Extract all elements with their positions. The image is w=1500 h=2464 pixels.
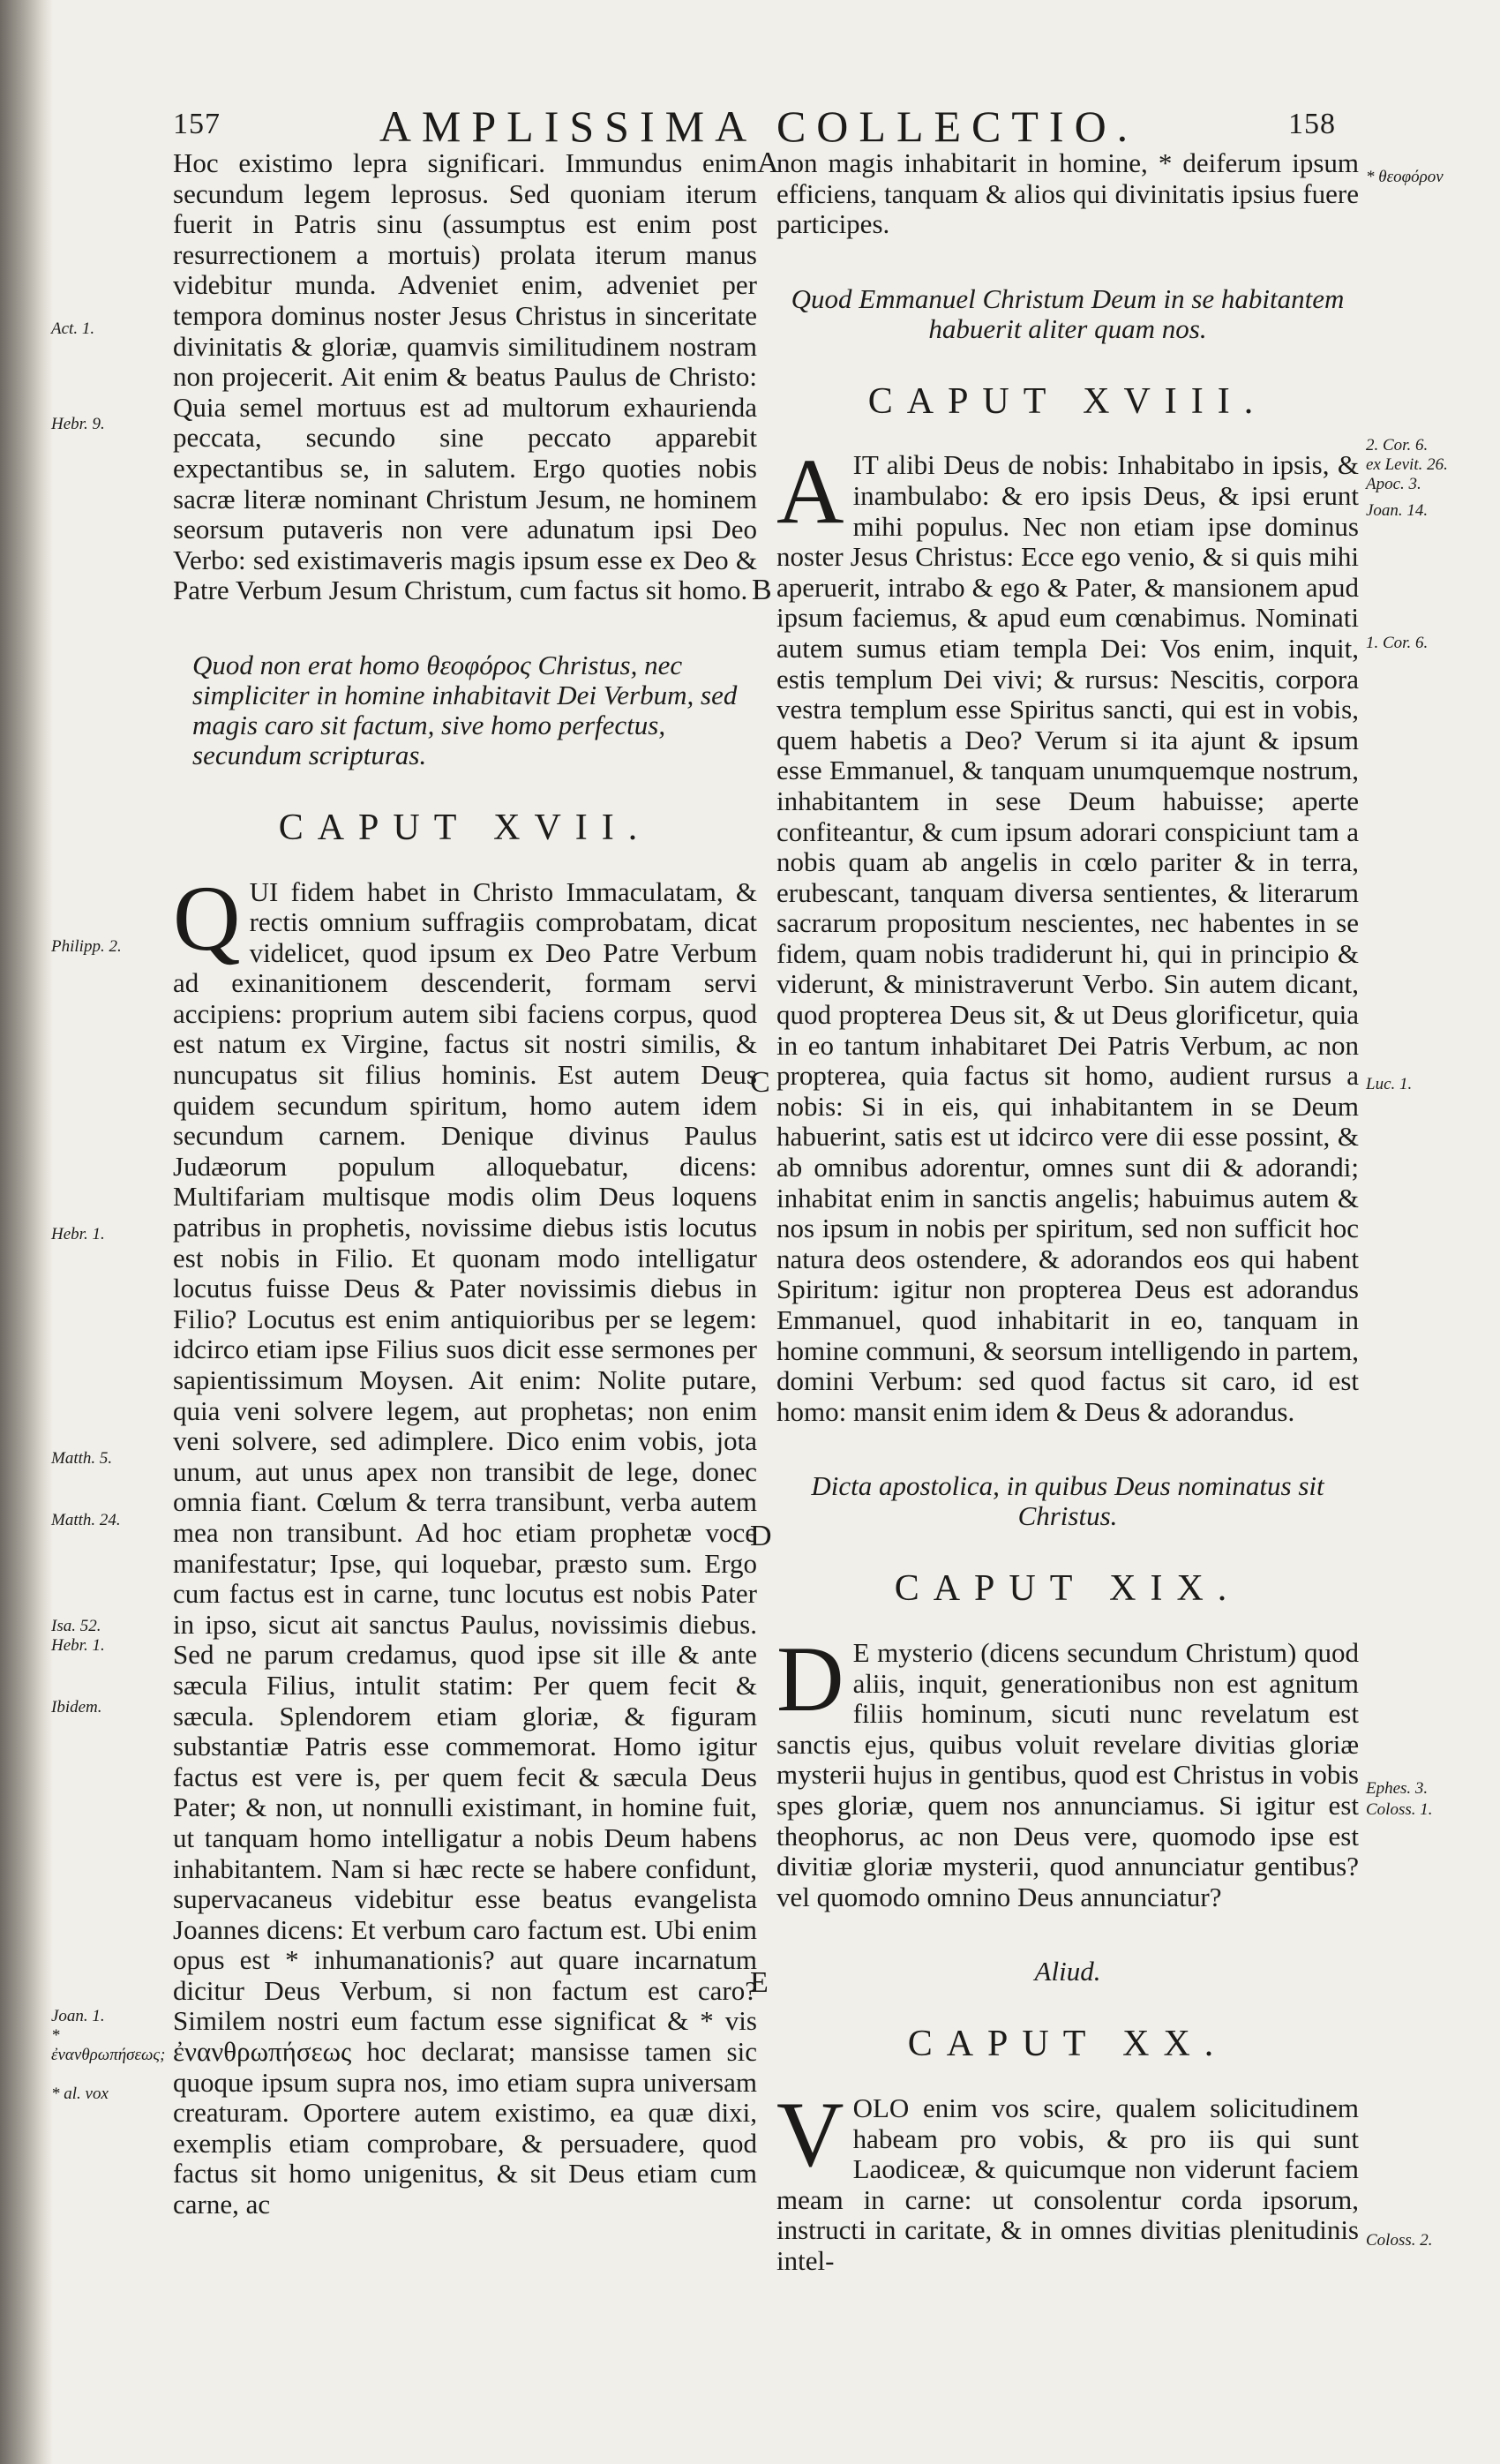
left-paragraph-2: [173, 866, 757, 2220]
chapter-18-title: CAPUT XVIII.: [867, 380, 1268, 422]
right-column: [776, 148, 1359, 2276]
margin-ref-left: Ibidem.: [51, 1698, 102, 1717]
page-number-right: 158: [1288, 108, 1336, 140]
chapter-19-text: E mysterio (dicens secundum Christum) quod aliis, inquit, generationibus non est agnitum filiis hominum, sicuti nunc revelatum est sanctis ejus, quibus voluit revelare divitias gloriæ mysterii hujus in gentibus, quod est Christus in vobis spes gloriæ, quem nos annunciamus. Si igitur est theophorus, ac non Deus vere, quomodo ipse est divitiæ gloriæ mysterii, quod annunciatur gentibus? vel quomodo omnino Deus annunciatur?: [776, 1636, 1359, 1912]
left-column: [173, 148, 757, 2220]
chapter-20-summary: Aliud.: [1034, 1956, 1101, 1987]
margin-ref-left: Philipp. 2.: [51, 937, 122, 956]
margin-ref-left: Hebr. 9.: [51, 415, 105, 433]
running-head-title: AMPLISSIMA COLLECTIO.: [379, 101, 1139, 151]
margin-ref-right: 2. Cor. 6.: [1366, 436, 1429, 454]
margin-ref-left: Hebr. 1.: [51, 1636, 105, 1655]
margin-ref-right: Coloss. 1.: [1366, 1800, 1433, 1819]
dropcap-d: D: [776, 1626, 844, 1731]
section-letter-c: C: [750, 1066, 770, 1099]
chapter-18-text: IT alibi Deus de nobis: Inhabitabo in ipsis, & inambulabo: & ero ipsis Deus, & ipsi erunt mihi populus. Nec non etiam ipse dominus noster Jesus Christus: Ecce ego venio, & si quis mihi aperuerit, intrabo & ego & Pater, & mansionem apud ipsum faciemus, & apud eum cœnabimus. Nominati autem sumus etiam templa Dei: Vos enim, inquit, estis templum Dei vivi; & rursus: Nescitis, corpora vestra templum esse Spiritus sancti, qui est in vobis, quem habetis a Deo? Verum si ita ajunt & ipsum esse Emmanuel, & tanquam unumquemque nostrum, inhabitantem in sese Deum habuisse; aperte confiteantur, & cum ipsum adorari conspiciunt tam a nobis quam ab angelis in cœlo pariter & in terra, erubescant, tanquam diversa sentientes, & literarum sacrarum propositum nescientes, nec habentes in se fidem, quam nobis tradiderunt hi, qui in principio & viderunt, & ministraverunt Verbo. Sin autem dicant, quod propterea Deus sit, & ut Deus glorificetur, quia in eo tantum inhabitaret Dei Patris Verbum, ac non propterea, quia factus sit homo, audient rursus a nobis: Si in eis, qui inhabitantem in se Deum habuerint, satis est ut idcirco vere dii esse possint, & ab omnibus adorentur, omnes sunt dii & adorandi; inhabitat enim in sanctis angelis; habuimus autem & nos ipsum in nobis per spiritum, sed non sufficit hoc natura deos ostendere, & adorandos eos qui habent Spiritum: igitur non propterea Deus est adorandus Emmanuel, quod inhabitarit in eo, tanquam in homine communi, & seorsum intelligendo in partem, domini Verbum: sed quod factus sit caro, id est homo: mansit enim idem & Deus & adorandus.: [776, 449, 1359, 1427]
chapter-18-summary: Quod Emmanuel Christum Deum in se habitantem habuerit aliter quam nos.: [791, 282, 1345, 344]
right-paragraph-2: [776, 439, 1359, 1427]
chapter-19-summary: Dicta apostolica, in quibus Deus nominatus sit Christus.: [811, 1470, 1324, 1532]
dropcap-q: Q: [173, 866, 241, 970]
margin-ref-left: Matth. 5.: [51, 1449, 113, 1468]
chapter-20-title: CAPUT XX.: [907, 2024, 1228, 2065]
margin-ref-left: * al. vox: [51, 2085, 109, 2103]
margin-ref-left: Matth. 24.: [51, 1511, 121, 1529]
margin-ref-right: Coloss. 2.: [1366, 2231, 1433, 2250]
section-letter-a: A: [757, 146, 779, 179]
section-letter-b: B: [752, 574, 772, 606]
margin-ref-left: Isa. 52.: [51, 1617, 101, 1635]
margin-ref-left: Joan. 1.: [51, 2007, 105, 2025]
section-letter-e: E: [750, 1966, 769, 1999]
page-number-left: 157: [173, 108, 221, 140]
margin-ref-right: Ephes. 3.: [1366, 1779, 1429, 1798]
chapter-17-summary: Quod non erat homo θεοφόρος Christus, nec simpliciter in homine inhabitavit Dei Verbum, sed magis caro sit factum, sive homo perfectus, secundum scripturas.: [192, 649, 738, 770]
dropcap-v: V: [776, 2082, 844, 2186]
chapter-20-text: OLO enim vos scire, qualem solicitudinem habeam pro vobis, & pro iis qui sunt Laodiceæ, & quicumque non viderunt faciem meam in carne: ut consolentur corda ipsorum, instructi in caritate, & in omnes divitias plenitudinis intel-: [776, 2092, 1359, 2276]
margin-ref-right: Joan. 14.: [1366, 501, 1429, 520]
book-binding-shadow: [0, 0, 53, 2464]
chapter-17-title: CAPUT XVII.: [278, 807, 652, 848]
margin-ref-right: Luc. 1.: [1366, 1075, 1413, 1093]
right-paragraph-4: [776, 2082, 1359, 2277]
section-letter-d: D: [750, 1520, 772, 1552]
dropcap-a: A: [776, 439, 844, 544]
margin-ref-right: Apoc. 3.: [1366, 475, 1421, 493]
margin-ref-right: ex Levit. 26.: [1366, 455, 1448, 474]
margin-ref-left: Hebr. 1.: [51, 1225, 105, 1243]
chapter-19-title: CAPUT XIX.: [894, 1568, 1241, 1610]
right-paragraph-3: [776, 1626, 1359, 1912]
left-paragraph-1: Hoc existimo lepra significari. Immundus enim secundum legem leprosus. Sed quoniam iterum fuerit in Patris sinu (assumptus est enim post resurrectionem a mortuis) prolata iterum manus videbitur munda. Adveniet enim, adveniet per tempora dominus noster Jesus Christus in sinceritate divinitatis & gloriæ, quamvis similitudinem nostram non projecerit. Ait enim & beatus Paulus de Christo: Quia semel mortuus est ad multorum exhaurienda peccata, secundo sine peccato apparebit expectantibus se, in salutem. Ergo quoties nobis sacræ literæ nominant Christum Jesum, ne hominem seorsum putaveris non vere adunatum ipsi Deo Verbo: sed existimaveris magis ipsum esse ex Deo & Patre Verbum Jesum Christum, cum factus sit homo.: [173, 147, 757, 606]
margin-ref-left: Act. 1.: [51, 319, 95, 338]
margin-ref-right: 1. Cor. 6.: [1366, 634, 1429, 652]
margin-ref-left: * ἐνανθρωπήσεως;: [51, 2026, 166, 2064]
margin-ref-right: * θεοφόρον: [1366, 168, 1444, 186]
right-paragraph-1: non magis inhabitarit in homine, * deiferum ipsum efficiens, tanquam & alios qui divinitatis ipsius fuere participes.: [776, 147, 1359, 240]
chapter-17-text: UI fidem habet in Christo Immaculatam, & rectis omnium suffragiis comprobatam, dicat videlicet, quod ipsum ex Deo Patre Verbum ad exinanitionem descenderit, formam servi accipiens: proprium autem sibi faciens corpus, quod est natum ex Virgine, factus sit nostri similis, & nuncupatus sit filius hominis. Est autem Deus quidem secundum spiritum, homo autem idem secundum carnem. Denique divinus Paulus Judæorum populum alloquebatur, dicens: Multifariam multisque modis olim Deus loquens patribus in prophetis, novissime diebus istis locutus est nobis in Filio. Et quonam modo intelligatur locutus fuisse Deus & Pater novissimis diebus in Filio? Locutus est enim antiquioribus per se legem: idcirco etiam ipse Filius suos dicit esse sermones per sapientissimum Moysen. Ait enim: Nolite putare, quia veni solvere legem, aut prophetas; non enim veni solvere, sed adimplere. Dico enim vobis, jota unum, aut unus apex non transibit de lege, donec omnia fiant. Cœlum & terra transibunt, verba autem mea non transibunt. Ad hoc etiam prophetæ voce manifestatur; Ipse, qui loquebar, præsto sum. Ergo cum factus est in carne, tunc locutus est nobis Pater in ipso, sicut ait sanctus Paulus, novissimis diebus. Sed ne parum credamus, quod ipse sit ille & ante sæcula Filius, intulit statim: Per quem fecit & sæcula. Splendorem etiam gloriæ, & figuram substantiæ Patris esse commemorat. Homo igitur factus est vere is, per quem fecit & sæcula Deus Pater; & non, ut nonnulli existimant, in homine fuit, ut tanquam homo intelligatur a nobis Deum habens inhabitantem. Nam si hæc recte se habere confidunt, supervacaneus videbitur esse beatus evangelista Joannes dicens: Et verbum caro factum est. Ubi enim opus est * inhumanationis? aut quare incarnatum dicitur Deus Verbum, si non factum est caro? Similem nostri eum factum esse significat & * vis ἐνανθρωπήσεως hoc declarat; mansisse tamen sic quoque ipsum supra nos, imo etiam supra universam creaturam. Oportere autem existimo, ea quæ dixi, exemplis etiam comprobare, & persuadere, quod factus sit homo unigenitus, & sit Deus etiam cum carne, ac: [173, 875, 757, 2220]
